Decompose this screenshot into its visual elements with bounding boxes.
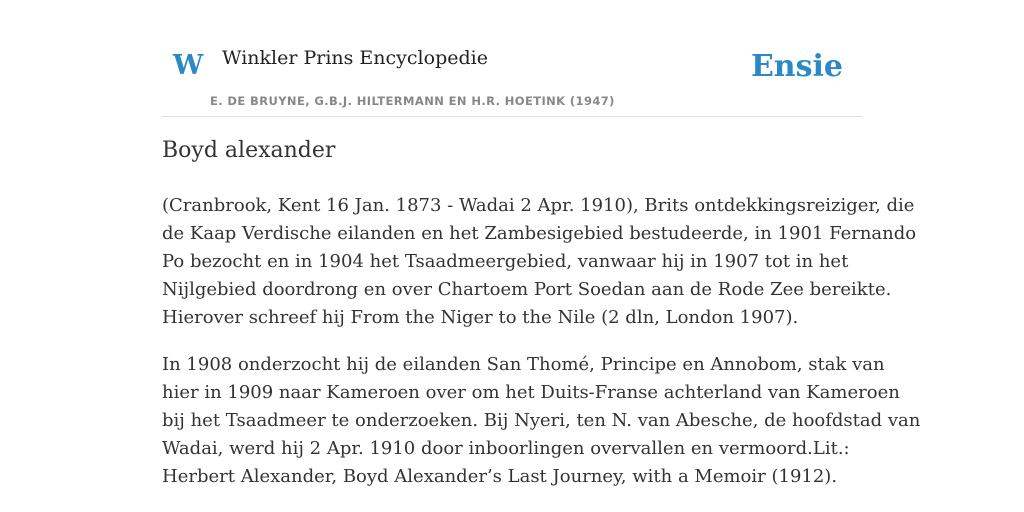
winkler-prins-logo[interactable]: W [173,50,204,81]
article-body [162,192,921,510]
text-line: Wadai, werd hij 2 Apr. 1910 door inboorlingen overvallen en vermoord.Lit.: [162,438,850,459]
ensie-logo[interactable]: Ensie [750,49,843,84]
source-title[interactable]: Winkler Prins Encyclopedie [222,47,488,69]
source-authors: E. DE BRUYNE, G.B.J. HILTERMANN EN H.R. HOETINK (1947) [210,94,615,108]
source-header [162,40,862,117]
text-line: de Kaap Verdische eilanden en het Zambesigebied bestudeerde, in 1901 Fernando [162,223,917,244]
text-line: Hierover schreef hij From the Niger to the Nile (2 dln, London 1907). [162,307,799,328]
text-line: (Cranbrook, Kent 16 Jan. 1873 - Wadai 2 Apr. 1910), Brits ontdekkingsreiziger, die [162,195,915,216]
text-line: Herbert Alexander, Boyd Alexander’s Last Journey, with a Memoir (1912). [162,466,838,487]
text-line: Nijlgebied doordrong en over Chartoem Port Soedan aan de Rode Zee bereikte. [162,279,892,300]
text-line: hier in 1909 naar Kameroen over om het Duits-Franse achterland van Kameroen [162,382,900,403]
paragraph-1 [162,192,917,332]
text-line: Po bezocht en in 1904 het Tsaadmeergebied, vanwaar hij in 1907 tot in het [162,251,849,272]
text-line: bij het Tsaadmeer te onderzoeken. Bij Nyeri, ten N. van Abesche, de hoofdstad van [162,410,921,431]
article-title: Boyd alexander [162,138,336,163]
paragraph-2 [162,351,921,491]
text-line: In 1908 onderzocht hij de eilanden San Thomé, Principe en Annobom, stak van [162,354,885,375]
